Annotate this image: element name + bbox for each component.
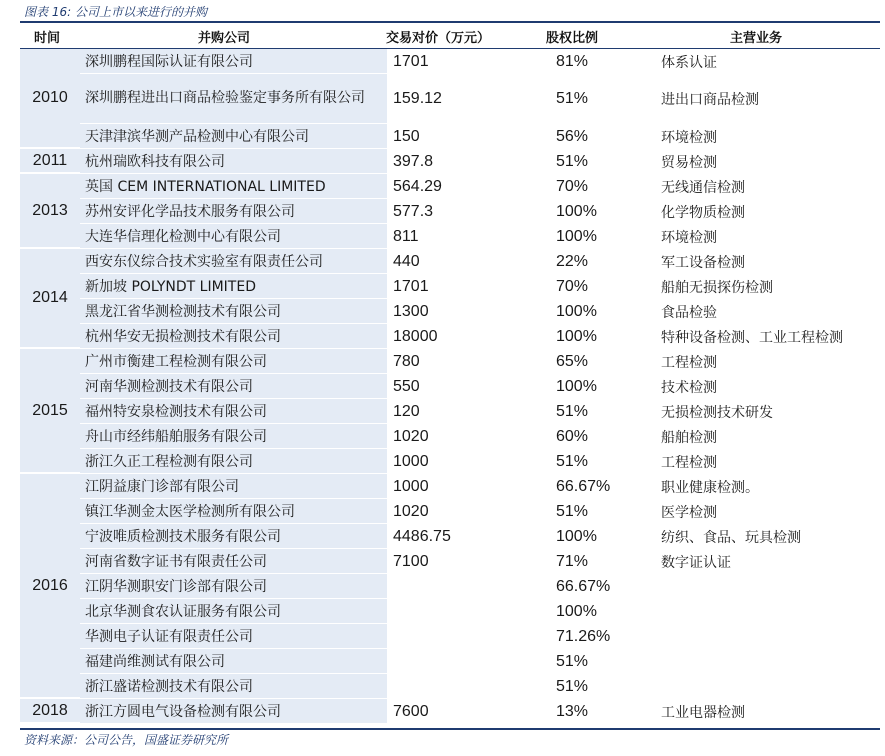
business-cell [657,599,880,624]
table-row [20,224,880,249]
stake-cell: 70% [556,277,589,295]
price-cell: 1020 [393,427,429,445]
table-row [20,324,880,349]
price-cell: 18000 [393,327,438,345]
company-cell: 苏州安评化学品技术服务有限公司 [80,199,387,224]
header-year: 时间 [34,31,61,46]
table-row [20,199,880,224]
price-cell [387,624,552,649]
company-cell: 深圳鹏程进出口商品检验鉴定事务所有限公司 [80,74,387,124]
price-cell: 564.29 [393,177,442,195]
table-row [20,74,880,124]
price-cell: 1020 [393,502,429,520]
year-cell: 2016 [20,474,80,699]
price-cell: 577.3 [393,202,434,220]
business-cell: 技术检测 [661,379,717,396]
business-cell: 纺织、食品、玩具检测 [661,529,801,546]
stake-cell: 100% [556,202,597,220]
price-cell: 120 [393,402,420,420]
business-cell: 数字证认证 [661,554,731,571]
business-cell: 无损检测技术研发 [661,404,773,421]
header-company: 并购公司 [198,31,251,46]
stake-cell: 51% [556,677,589,695]
table-row [20,524,880,549]
stake-cell: 100% [556,327,597,345]
business-cell: 环境检测 [661,129,717,146]
price-cell: 780 [393,352,420,370]
stake-cell: 100% [556,602,597,620]
table-row [20,349,880,374]
stake-cell: 70% [556,177,589,195]
stake-cell: 71% [556,552,589,570]
company-cell: 西安东仪综合技术实验室有限责任公司 [80,249,387,274]
table-row [20,374,880,399]
stake-cell: 66.67% [556,577,611,595]
table-row [20,449,880,474]
table-row [20,674,880,699]
business-cell: 环境检测 [661,229,717,246]
company-cell: 杭州瑞欧科技有限公司 [80,149,387,174]
business-cell: 工程检测 [661,454,717,471]
table-row [20,249,880,274]
price-cell: 1701 [393,277,429,295]
company-cell: 浙江久正工程检测有限公司 [80,449,387,474]
price-cell: 7100 [393,552,429,570]
header-business: 主营业务 [730,31,783,46]
business-cell: 船舶无损探伤检测 [661,279,773,296]
company-cell: 河南华测检测技术有限公司 [80,374,387,399]
business-cell: 食品检验 [661,304,717,321]
stake-cell: 81% [556,52,589,70]
stake-cell: 51% [556,402,589,420]
table-row [20,474,880,499]
business-cell: 进出口商品检测 [661,92,759,108]
table-row [20,49,880,74]
price-cell: 1000 [393,452,429,470]
business-cell: 贸易检测 [661,154,717,171]
price-cell: 1000 [393,477,429,495]
business-cell [657,624,880,649]
stake-cell: 13% [556,702,589,720]
company-cell: 宁波唯质检测技术服务有限公司 [80,524,387,549]
company-cell: 舟山市经纬船舶服务有限公司 [80,424,387,449]
table-row [20,399,880,424]
table-row [20,124,880,149]
business-cell: 工程检测 [661,354,717,371]
source-note: 资料来源：公司公告，国盛证券研究所 [24,733,229,747]
year-cell: 2014 [20,249,80,349]
price-cell: 1701 [393,52,429,70]
price-cell: 150 [393,127,420,145]
business-cell: 体系认证 [661,54,717,71]
stake-cell: 100% [556,377,597,395]
stake-cell: 71.26% [556,627,611,645]
year-cell: 2015 [20,349,80,474]
header-stake: 股权比例 [546,31,599,46]
business-cell: 军工设备检测 [661,254,745,271]
price-cell: 397.8 [393,152,434,170]
stake-cell: 66.67% [556,477,611,495]
price-cell [387,574,552,599]
stake-cell: 100% [556,527,597,545]
price-cell [387,649,552,674]
stake-cell: 22% [556,252,589,270]
company-cell: 江阴华测职安门诊部有限公司 [80,574,387,599]
business-cell: 船舶检测 [661,429,717,446]
business-cell [657,674,880,699]
price-cell: 440 [393,252,420,270]
business-cell: 职业健康检测。 [661,479,759,496]
stake-cell: 51% [556,452,589,470]
price-cell: 550 [393,377,420,395]
stake-cell: 56% [556,127,589,145]
table-row [20,649,880,674]
table-row [20,549,880,574]
price-cell [387,674,552,699]
stake-cell: 51% [556,90,589,107]
business-cell [657,574,880,599]
table-caption: 图表 16: 公司上市以来进行的并购 [24,5,207,19]
table-row [20,499,880,524]
company-cell: 天津津滨华测产品检测中心有限公司 [80,124,387,149]
business-cell: 特种设备检测、工业工程检测 [661,329,843,346]
business-cell: 无线通信检测 [661,179,745,196]
company-cell: 福建尚维测试有限公司 [80,649,387,674]
stake-cell: 51% [556,502,589,520]
year-cell: 2010 [20,49,80,149]
price-cell: 7600 [393,702,429,720]
price-cell: 1300 [393,302,429,320]
company-cell: 黑龙江省华测检测技术有限公司 [80,299,387,324]
company-cell: 福州特安泉检测技术有限公司 [80,399,387,424]
stake-cell: 60% [556,427,589,445]
company-cell: 新加坡 POLYNDT LIMITED [80,274,387,299]
table-row [20,174,880,199]
stake-cell: 65% [556,352,589,370]
table-row [20,699,880,724]
stake-cell: 51% [556,652,589,670]
company-cell: 杭州华安无损检测技术有限公司 [80,324,387,349]
company-cell: 江阴益康门诊部有限公司 [80,474,387,499]
company-cell: 广州市衡建工程检测有限公司 [80,349,387,374]
business-cell: 化学物质检测 [661,204,745,221]
business-cell: 医学检测 [661,504,717,521]
price-cell: 4486.75 [393,527,451,545]
year-cell: 2011 [20,149,80,174]
price-cell: 159.12 [393,90,442,107]
bottom-rule [20,728,880,730]
company-cell: 浙江盛诺检测技术有限公司 [80,674,387,699]
company-cell: 深圳鹏程国际认证有限公司 [80,49,387,74]
header-price: 交易对价（万元） [386,31,491,46]
table-row [20,274,880,299]
stake-cell: 100% [556,227,597,245]
year-cell: 2018 [20,699,80,724]
company-cell: 大连华信理化检测中心有限公司 [80,224,387,249]
business-cell: 工业电器检测 [661,704,745,721]
acquisitions-table [20,49,880,724]
table-row [20,574,880,599]
company-cell: 浙江方圆电气设备检测有限公司 [80,699,387,724]
table-row [20,149,880,174]
top-rule [20,21,880,23]
stake-cell: 51% [556,152,589,170]
table-row [20,624,880,649]
price-cell [387,599,552,624]
company-cell: 镇江华测金太医学检测所有限公司 [80,499,387,524]
business-cell [657,649,880,674]
company-cell: 河南省数字证书有限责任公司 [80,549,387,574]
table-row [20,599,880,624]
company-cell: 英国 CEM INTERNATIONAL LIMITED [80,174,387,199]
stake-cell: 100% [556,302,597,320]
table-row [20,424,880,449]
table-row [20,299,880,324]
year-cell: 2013 [20,174,80,249]
price-cell: 811 [393,227,419,245]
company-cell: 华测电子认证有限责任公司 [80,624,387,649]
company-cell: 北京华测食农认证服务有限公司 [80,599,387,624]
